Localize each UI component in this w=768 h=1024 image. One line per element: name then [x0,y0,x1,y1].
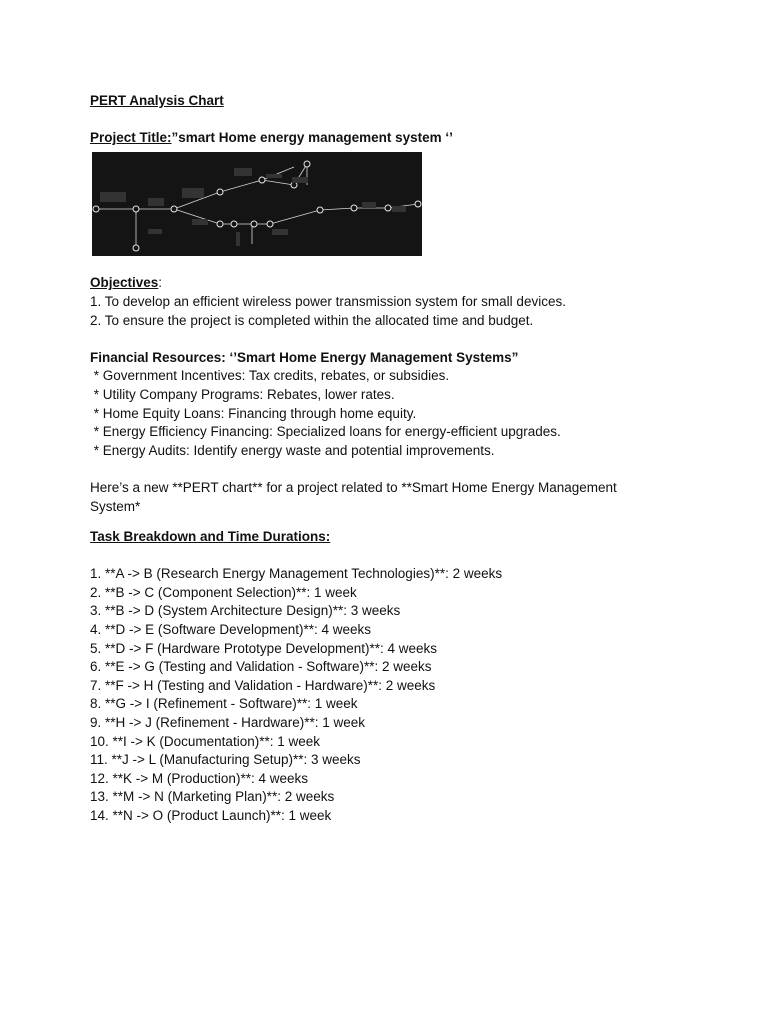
task-item: 5. **D -> F (Hardware Prototype Development)**: 4 weeks [90,640,438,656]
task-item: 4. **D -> E (Software Development)**: 4 weeks [90,622,371,638]
task-item: 9. **H -> J (Refinement - Hardware)**: 1 week [90,715,365,731]
document-heading: PERT Analysis Chart [90,93,224,108]
project-title-value: ”smart Home energy management system ‘’ [171,130,453,146]
pert-network-diagram [92,152,422,256]
task-item: 10. **I -> K (Documentation)**: 1 week [90,733,320,749]
task-item: 1. **A -> B (Research Energy Management Technologies)**: 2 weeks [90,566,503,582]
financial-item: * Energy Audits: Identify energy waste and potential improvements. [90,442,495,458]
task-list [90,565,650,825]
project-title-label: Project Title: [90,130,172,146]
project-title-line [90,129,650,148]
objective-item: 1. To develop an efficient wireless power transmission system for small devices. [90,293,566,309]
task-item: 14. **N -> O (Product Launch)**: 1 week [90,808,332,823]
task-item: 2. **B -> C (Component Selection)**: 1 week [90,584,357,600]
financial-item: * Utility Company Programs: Rebates, lower rates. [90,386,395,402]
task-item: 6. **E -> G (Testing and Validation - Software)**: 2 weeks [90,659,432,675]
financial-heading: Financial Resources: ‘’Smart Home Energy Management Systems” [90,349,519,365]
intro-paragraph-line: System* [90,498,141,514]
financial-item: * Energy Efficiency Financing: Specialized loans for energy-efficient upgrades. [90,424,561,440]
financial-item: * Home Equity Loans: Financing through home equity. [90,405,417,421]
document-page [90,92,650,826]
objectives-colon: : [158,275,163,291]
task-item: 12. **K -> M (Production)**: 4 weeks [90,770,308,786]
financial-item: * Government Incentives: Tax credits, rebates, or subsidies. [90,368,450,384]
task-breakdown-heading: Task Breakdown and Time Durations: [90,529,331,545]
task-item: 13. **M -> N (Marketing Plan)**: 2 weeks [90,789,335,805]
diagram-labels [100,168,406,246]
task-item: 7. **F -> H (Testing and Validation - Hardware)**: 2 weeks [90,677,436,693]
task-item: 11. **J -> L (Manufacturing Setup)**: 3 weeks [90,752,361,768]
objective-item: 2. To ensure the project is completed within the allocated time and budget. [90,312,534,328]
task-item: 8. **G -> I (Refinement - Software)**: 1 week [90,696,358,712]
task-item: 3. **B -> D (System Architecture Design)**: 3 weeks [90,603,401,619]
intro-paragraph-line: Here’s a new **PERT chart** for a project related to **Smart Home Energy Management [90,479,617,495]
objectives-heading-line [90,274,650,293]
objectives-heading: Objectives [90,275,159,291]
